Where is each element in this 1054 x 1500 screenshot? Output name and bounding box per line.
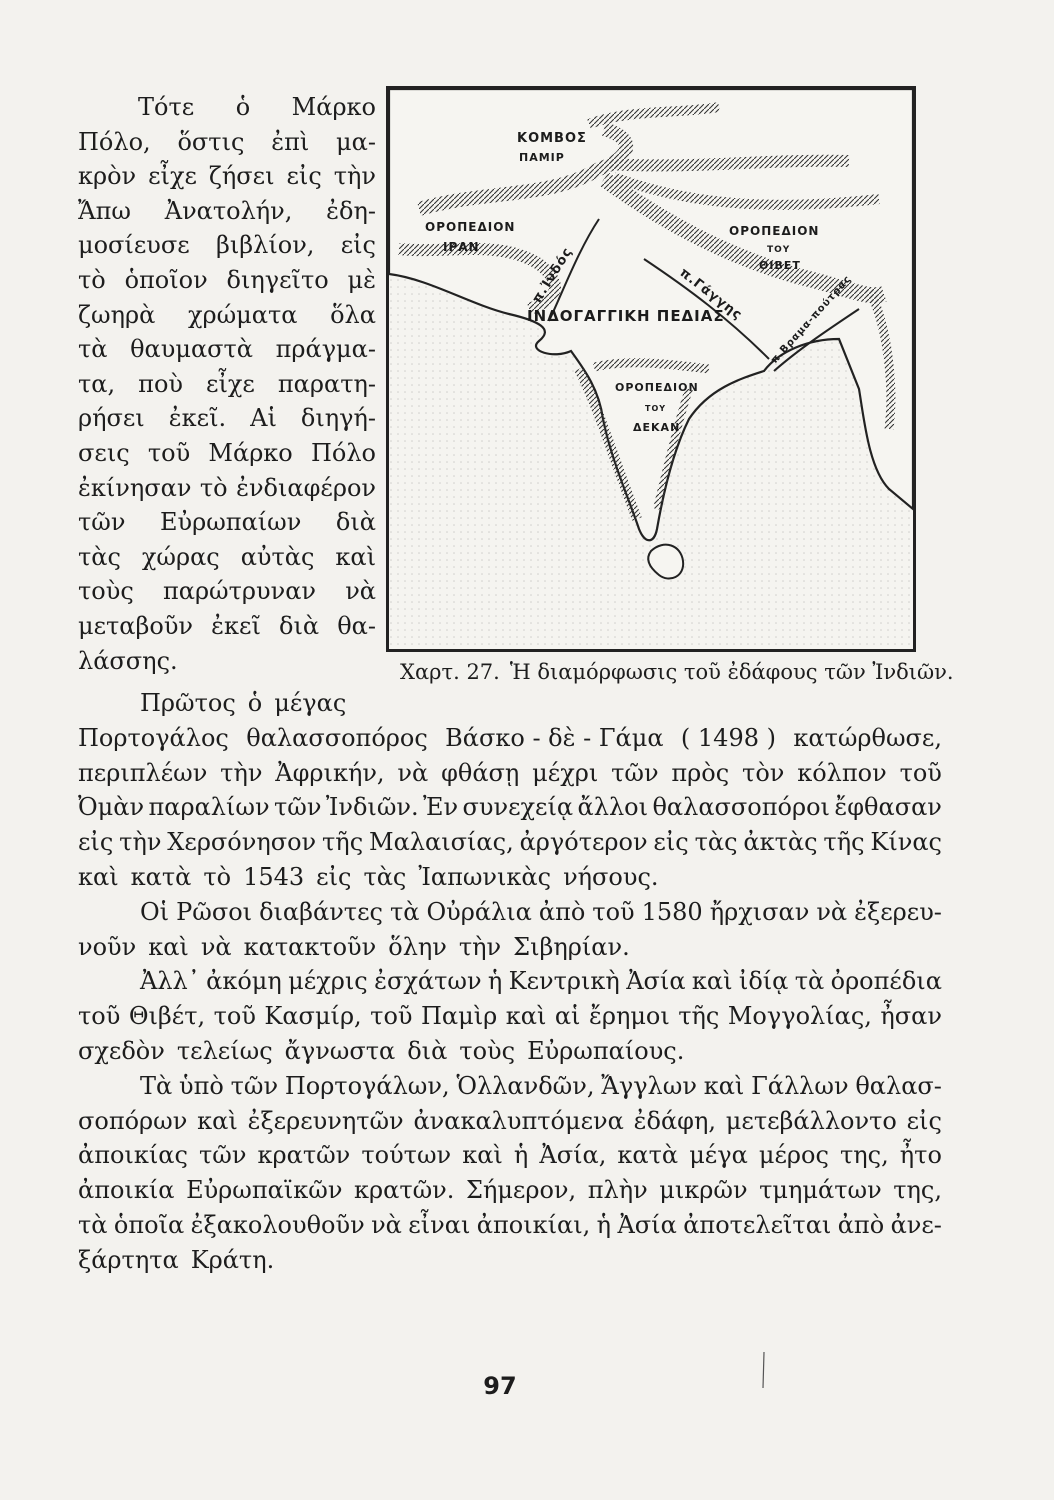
word: κόλπον <box>797 758 887 787</box>
word: τοῦ <box>213 1002 256 1031</box>
word: τὸ <box>203 862 232 891</box>
word: της, <box>893 1176 942 1205</box>
word: περιπλέων <box>78 758 208 787</box>
word: εἰς <box>78 828 114 857</box>
word: εἰς <box>653 828 689 857</box>
word: κατακτοῦν <box>243 932 377 961</box>
word: τα, <box>78 369 116 398</box>
word: εἰς <box>340 231 376 260</box>
word: διηγή- <box>300 404 376 433</box>
word: κρατῶν <box>257 1141 351 1170</box>
text-line <box>78 686 942 721</box>
left-column-text <box>78 90 376 678</box>
word: ἡ <box>596 1210 612 1239</box>
word: Βάσκο - δὲ - Γάμα <box>445 723 664 752</box>
text-line <box>78 194 376 229</box>
word: τῶν <box>274 793 322 822</box>
text-line <box>78 90 376 125</box>
caption-text: Ἡ διαμόρφωσις τοῦ ἐδάφους τῶν Ἰνδιῶν. <box>509 660 954 684</box>
word: μα- <box>336 127 376 156</box>
word: Οὐράλια <box>426 897 532 926</box>
word: ἦσαν <box>880 1002 942 1031</box>
word: ζωηρὰ <box>78 300 156 329</box>
word: Μαλαισίας, <box>369 828 514 857</box>
word: Ἀνατολήν, <box>164 196 293 225</box>
word: παραλίων <box>148 793 270 822</box>
word: τοὺς <box>459 1036 516 1065</box>
word: ὀροπέδια <box>830 967 942 996</box>
word: Ὀμὰν <box>78 793 145 822</box>
word: εἶναι <box>408 1210 471 1239</box>
word: Χερσόνησον <box>167 828 317 857</box>
word: χώρας <box>141 542 220 571</box>
word: τοῦ <box>370 1002 413 1031</box>
word: ὑπὸ <box>179 1071 224 1100</box>
word: Ἀσία <box>617 1210 677 1239</box>
label-tibet-plateau-1: ΟΡΟΠΕΔΙΟΝ <box>729 224 820 238</box>
word: ὁ <box>235 93 251 121</box>
word: καὶ <box>148 932 189 961</box>
text-line <box>78 1208 942 1243</box>
word: Κασμίρ, <box>264 1002 362 1031</box>
word: τὰ <box>78 335 108 364</box>
word: εἶχε <box>148 162 197 191</box>
word: θα- <box>337 611 376 640</box>
word: ἐξακολουθοῦν <box>190 1210 365 1239</box>
word: ὁποῖον <box>124 265 208 294</box>
word: τῶν <box>611 758 659 787</box>
word: ἀποικίαι, <box>476 1210 591 1239</box>
word: μέγα <box>689 1141 748 1170</box>
word: τὴν <box>220 758 263 787</box>
word: ὅστις <box>177 127 245 156</box>
word: Σήμερον, <box>465 1176 577 1205</box>
word: τοῦ <box>147 438 191 467</box>
word: ἡ <box>513 1141 529 1170</box>
word: νὰ <box>397 758 429 787</box>
word: θαλασ- <box>855 1071 942 1100</box>
word: ἐκίνησαν <box>78 473 192 502</box>
word: νοῦν <box>78 932 137 961</box>
word: εἶχε <box>206 369 255 398</box>
text-line <box>78 540 376 575</box>
word: αἱ <box>554 1002 581 1031</box>
text-line <box>78 367 376 402</box>
map-caption <box>400 660 954 684</box>
word: της, <box>839 1141 889 1170</box>
text-line <box>78 263 376 298</box>
paragraph <box>78 895 942 965</box>
word: μοσίευσε <box>78 231 190 260</box>
word: συνεχείᾳ <box>462 793 574 822</box>
word: Σιβηρίαν. <box>513 932 630 961</box>
text-line <box>78 825 942 860</box>
label-deccan-plateau-3: ΔΕΚΑΝ <box>633 421 681 434</box>
word: Κίνας <box>870 828 942 857</box>
text-line <box>78 1069 942 1104</box>
word: καὶ <box>703 1071 745 1100</box>
word: καὶ <box>197 1106 238 1135</box>
word: μετεβάλλοντο <box>725 1106 897 1135</box>
word: Ἀσία, <box>539 1141 607 1170</box>
word: Μάρκο <box>291 93 376 121</box>
word: ποὺ <box>138 369 183 398</box>
label-deccan-plateau-2: ΤΟΥ <box>645 404 667 413</box>
word: θαυμαστὰ <box>130 335 254 364</box>
word: τοῦ <box>899 758 942 787</box>
word: ἐδη- <box>326 196 376 225</box>
label-pamir-knot-2: ΠΑΜΙΡ <box>519 151 565 164</box>
word: ἐδάφη, <box>633 1106 716 1135</box>
label-iran-plateau-2: ΙΡΑΝ <box>443 240 480 254</box>
word: ἐξερευ- <box>854 897 942 926</box>
word: νήσους. <box>563 862 659 891</box>
word: νὰ <box>816 897 848 926</box>
word: Εὐρωπαίους. <box>527 1036 685 1065</box>
word: σεις <box>78 438 130 467</box>
word: Ἐν <box>423 793 459 822</box>
word: ( 1498 ) <box>680 723 776 752</box>
label-pamir-knot-1: ΚΟΜΒΟΣ <box>517 131 587 146</box>
word: νὰ <box>345 577 376 606</box>
word: τελείως <box>176 1036 273 1065</box>
word: πλὴν <box>587 1176 648 1205</box>
word: εἰς <box>906 1106 942 1135</box>
text-line <box>78 471 376 506</box>
word: κατὰ <box>130 862 192 891</box>
word: καὶ <box>462 1141 503 1170</box>
word: ἀπὸ <box>538 897 586 926</box>
text-line <box>78 999 942 1034</box>
india-relief-map <box>386 86 916 652</box>
word: ζήσει <box>208 162 275 191</box>
text-line <box>78 895 942 930</box>
word: ἄγνωστα <box>284 1036 396 1065</box>
word: βιβλίον, <box>215 231 315 260</box>
word: τῶν <box>198 1141 247 1170</box>
text-line <box>78 1104 942 1139</box>
word: Πορτογάλος <box>78 723 229 752</box>
word: ὅλα <box>330 300 376 329</box>
label-indo-gangetic-plain: ΙΝΔΟΓΑΓΓΙΚΗ ΠΕΔΙΑΣ <box>527 307 725 325</box>
word: Παμὶρ <box>420 1002 498 1031</box>
word: ἐκεῖ. <box>168 404 227 433</box>
map-drawing <box>389 89 913 649</box>
word: Ὁλλανδῶν, <box>456 1071 595 1100</box>
word: τὴν <box>458 932 502 961</box>
word: Ἰνδιῶν. <box>325 793 419 822</box>
word: Τὰ <box>140 1071 173 1100</box>
word: πρὸς <box>671 758 730 787</box>
text-line <box>78 1034 942 1069</box>
word: ὁποῖα <box>113 1210 185 1239</box>
label-indus-river: π.Ἰνδός <box>529 244 576 307</box>
word: μέχρις <box>288 967 368 996</box>
word: τούτων <box>361 1141 452 1170</box>
text-line <box>78 860 942 895</box>
word: θαλασσοπόροι <box>652 793 830 822</box>
word: κατὰ <box>617 1141 679 1170</box>
word: νὰ <box>371 1210 402 1239</box>
word: ἀποικία <box>78 1176 175 1205</box>
word: τὴν <box>119 828 162 857</box>
word: τοὺς <box>78 577 134 606</box>
word: παρατη- <box>277 369 376 398</box>
word: τὰς <box>694 828 738 857</box>
word: Εὐρωπαίων <box>160 508 302 537</box>
word: Ἰαπωνικὰς <box>418 862 552 891</box>
text-line <box>78 790 942 825</box>
word: Ἀσία <box>626 967 686 996</box>
word: τὰ <box>78 1210 108 1239</box>
label-brahmaputra-river: π.Βραμα-πούτρας <box>769 273 854 367</box>
body-text <box>78 686 942 1278</box>
text-line <box>78 930 942 965</box>
word: καὶ <box>335 542 376 571</box>
word: ὁ <box>247 689 263 717</box>
text-line <box>78 1138 942 1173</box>
word: διὰ <box>279 611 320 640</box>
label-iran-plateau-1: ΟΡΟΠΕΔΙΟΝ <box>425 220 516 234</box>
word: τὸν <box>742 758 785 787</box>
word: ἀκτὰς <box>743 828 818 857</box>
word: Πρῶτος <box>140 689 236 717</box>
word: ἐπὶ <box>271 127 310 156</box>
word: τὰς <box>363 862 407 891</box>
word: τῶν <box>230 1071 279 1100</box>
word: ἰδίᾳ <box>738 967 789 996</box>
text-line <box>78 436 376 471</box>
word: ἔρημοι <box>588 1002 670 1031</box>
paragraph <box>78 1069 942 1278</box>
word: Μάρκο <box>208 438 293 467</box>
word: Αἱ <box>250 404 277 433</box>
word: ἐκεῖ <box>211 611 261 640</box>
word: ἀκόμη <box>206 967 282 996</box>
word: διαβάντες <box>259 897 383 926</box>
word: διηγεῖτο <box>226 265 329 294</box>
word: Κράτη. <box>190 1245 275 1274</box>
word: Μογγολίας, <box>727 1002 872 1031</box>
word: θαλασσοπόρος <box>246 723 428 752</box>
text-line <box>78 298 376 333</box>
word: ἦτο <box>899 1141 942 1170</box>
word: σχεδὸν <box>78 1036 165 1065</box>
word: ρήσει <box>78 404 145 433</box>
word: Εὐρωπαϊκῶν <box>186 1176 343 1205</box>
word: Θιβέτ, <box>128 1002 206 1031</box>
word: τῆς <box>678 1002 720 1031</box>
word: τὸ <box>199 473 228 502</box>
word: ἄλλοι <box>577 793 649 822</box>
text-line <box>78 159 376 194</box>
caption-number: Χαρτ. 27. <box>400 660 500 684</box>
word: κρὸν <box>78 162 137 191</box>
paragraph <box>78 686 942 895</box>
text-line <box>78 756 942 791</box>
word: μικρῶν <box>659 1176 748 1205</box>
word: Ἀλλ᾽ <box>140 967 200 996</box>
text-line <box>78 505 376 540</box>
word: λάσσης. <box>78 646 178 675</box>
word: Ἄγγλων <box>601 1071 697 1100</box>
word: κατώρθωσε, <box>793 723 942 752</box>
text-line <box>78 721 942 756</box>
label-tibet-plateau-2: ΤΟΥ <box>767 245 791 255</box>
word: ἤρχισαν <box>709 897 810 926</box>
word: Πόλο <box>310 438 376 467</box>
word: τμημάτων <box>759 1176 882 1205</box>
word: ὅλην <box>388 932 447 961</box>
word: πράγμα- <box>275 335 376 364</box>
word: ἀποτελεῖται <box>683 1210 832 1239</box>
word: τοῦ <box>78 1002 121 1031</box>
word: τοῦ <box>592 897 635 926</box>
word: καὶ <box>78 862 119 891</box>
text-line <box>78 609 376 644</box>
word: νὰ <box>200 932 232 961</box>
word: ἀπὸ <box>837 1210 885 1239</box>
text-line <box>78 964 942 999</box>
label-ganges-river: π.Γάγγης <box>676 265 745 324</box>
word: Πορτογάλων, <box>284 1071 450 1100</box>
text-line <box>78 644 376 679</box>
word: τὴν <box>333 162 376 191</box>
word: εἰς <box>286 162 322 191</box>
word: τὰ <box>794 967 825 996</box>
word: 1543 <box>243 862 305 891</box>
word: Ρῶσοι <box>176 897 253 926</box>
word: ἀργότερον <box>519 828 648 857</box>
word: διὰ <box>335 508 376 537</box>
word: τὰς <box>78 542 121 571</box>
word: τὰ <box>389 897 420 926</box>
word: Ἀφρικήν, <box>275 758 385 787</box>
text-line <box>78 125 376 160</box>
word: Τότε <box>138 93 195 121</box>
text-line <box>78 1243 942 1278</box>
label-deccan-plateau-1: ΟΡΟΠΕΔΙΟΝ <box>615 381 699 394</box>
word: μεταβοῦν <box>78 611 194 640</box>
word: καὶ <box>691 967 733 996</box>
word: ἐσχάτων <box>374 967 482 996</box>
word: μέγας <box>274 689 347 717</box>
word: Οἱ <box>140 897 170 926</box>
word: ἡ <box>487 967 503 996</box>
word: Ἄπω <box>78 196 131 225</box>
word: καὶ <box>505 1002 547 1031</box>
word: 1580 <box>641 897 703 926</box>
word: ἀποικίας <box>78 1141 188 1170</box>
word: Κεντρικὴ <box>508 967 620 996</box>
text-line <box>78 574 376 609</box>
word: τὸ <box>78 265 106 294</box>
word: ἐξερευνητῶν <box>247 1106 404 1135</box>
paragraph <box>78 964 942 1068</box>
word: ἔφθασαν <box>834 793 942 822</box>
text-line <box>78 228 376 263</box>
label-tibet-plateau-3: ΘΙΒΕΤ <box>759 259 801 272</box>
pencil-mark <box>758 1350 770 1390</box>
word: παρώτρυναν <box>162 577 316 606</box>
text-line <box>78 332 376 367</box>
word: μὲ <box>347 265 376 294</box>
word: χρώματα <box>187 300 298 329</box>
word: τῶν <box>78 508 126 537</box>
word: μέρος <box>758 1141 829 1170</box>
word: ἀνακαλυπτόμενα <box>413 1106 624 1135</box>
word: διὰ <box>407 1036 448 1065</box>
page-number: 97 <box>483 1372 517 1400</box>
text-line <box>78 401 376 436</box>
word: ξάρτητα <box>78 1245 179 1274</box>
text-line <box>78 1173 942 1208</box>
word: φθάσῃ <box>441 758 520 787</box>
word: Γάλλων <box>751 1071 849 1100</box>
word: σοπόρων <box>78 1106 188 1135</box>
word: κρατῶν. <box>354 1176 455 1205</box>
word: ἐνδιαφέρον <box>236 473 376 502</box>
word: τῆς <box>322 828 364 857</box>
word: εἰς <box>316 862 352 891</box>
word: ἀνε- <box>890 1210 942 1239</box>
word: τῆς <box>823 828 865 857</box>
word: μέχρι <box>532 758 599 787</box>
word: αὐτὰς <box>240 542 315 571</box>
word: Πόλο, <box>78 127 151 156</box>
